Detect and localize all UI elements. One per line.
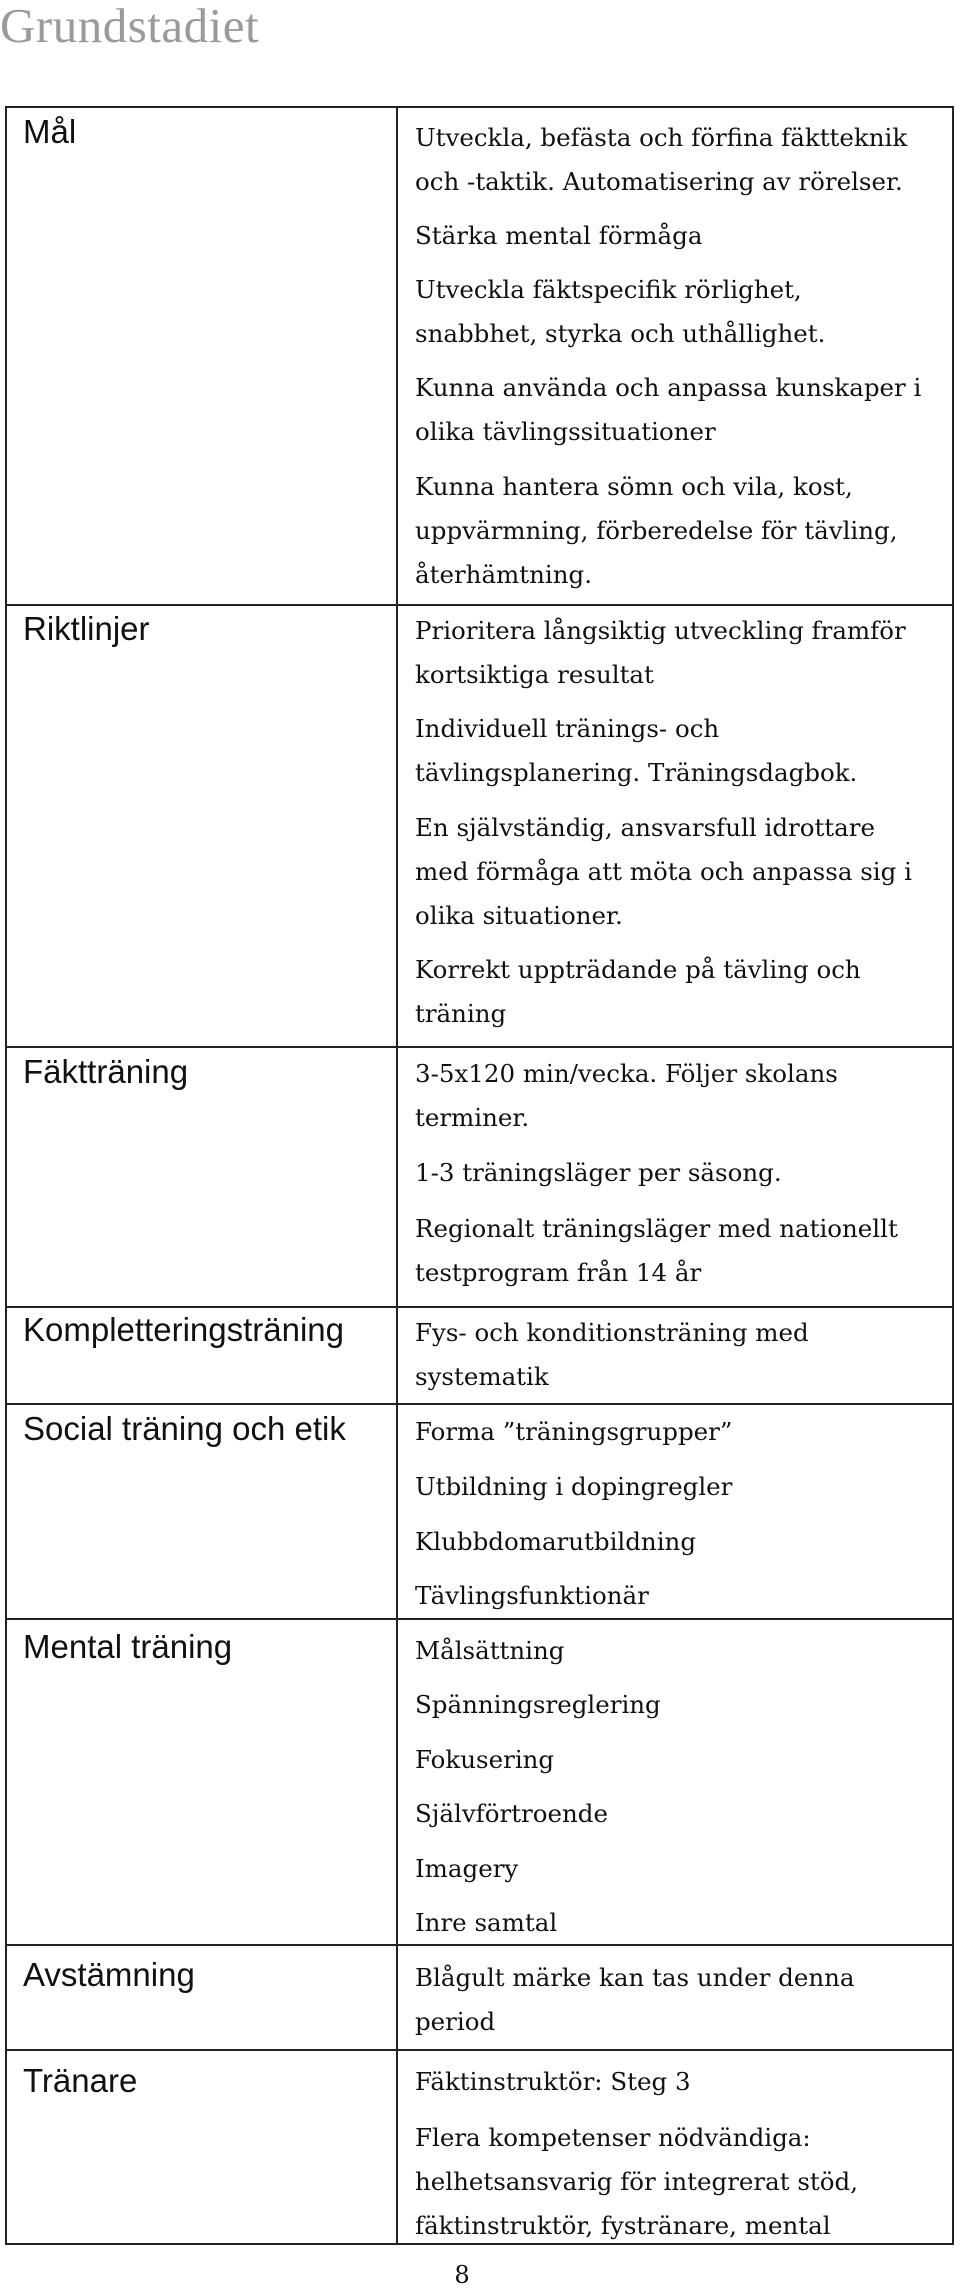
row-label-social-traning: Social träning och etik	[23, 1410, 346, 1447]
row-label-mental-traning: Mental träning	[23, 1628, 233, 1665]
guideline-item: Korrekt uppträdande på tävling och träning	[415, 955, 861, 1028]
goal-item: Kunna använda och anpassa kunskaper i olika tävlingssituationer	[415, 373, 922, 446]
social-training-item: Utbildning i dopingregler	[415, 1472, 733, 1501]
coach-item: Flera kompetenser nödvändiga: helhetsansvarig för integrerat stöd, fäktinstruktör, fystränare, mental	[415, 2123, 858, 2240]
fencing-training-item: Regionalt träningsläger med nationellt testprogram från 14 år	[415, 1214, 898, 1287]
goal-item: Stärka mental förmåga	[415, 221, 703, 250]
checkpoint-item: Blågult märke kan tas under denna period	[415, 1963, 855, 2036]
mental-training-item: Imagery	[415, 1854, 519, 1883]
guideline-item: Prioritera långsiktig utveckling framför kortsiktiga resultat	[415, 616, 906, 689]
mental-training-item: Självförtroende	[415, 1799, 608, 1828]
social-training-item: Tävlingsfunktionär	[415, 1581, 649, 1610]
column-divider	[396, 108, 398, 2243]
page-number: 8	[454, 2261, 470, 2289]
row-divider	[7, 1046, 952, 1048]
goal-item: Kunna hantera sömn och vila, kost, uppvärmning, förberedelse för tävling, återhämtning.	[415, 472, 898, 589]
fencing-training-item: 3-5x120 min/vecka. Följer skolans terminer.	[415, 1059, 838, 1132]
row-divider	[7, 1306, 952, 1308]
social-training-item: Forma ”träningsgrupper”	[415, 1417, 733, 1446]
row-label-avstamning: Avstämning	[23, 1956, 195, 1993]
mental-training-item: Inre samtal	[415, 1908, 558, 1937]
fencing-training-item: 1-3 träningsläger per säsong.	[415, 1158, 782, 1187]
row-divider	[7, 1618, 952, 1620]
goal-item: Utveckla fäktspecifik rörlighet, snabbhet, styrka och uthållighet.	[415, 275, 826, 348]
guideline-item: En självständig, ansvarsfull idrottare med förmåga att möta och anpassa sig i olika situationer.	[415, 813, 912, 930]
goal-item: Utveckla, befästa och förfina fäktteknik och -taktik. Automatisering av rörelser.	[415, 123, 908, 196]
row-label-mal: Mål	[23, 113, 77, 150]
row-label-riktlinjer: Riktlinjer	[23, 610, 150, 647]
row-divider	[7, 1403, 952, 1405]
plan-table	[5, 106, 954, 2245]
row-label-kompletteringstraning: Kompletteringsträning	[23, 1311, 345, 1348]
coach-item: Fäktinstruktör: Steg 3	[415, 2067, 691, 2096]
supplementary-training-item: Fys- och konditionsträning med systematik	[415, 1318, 809, 1391]
mental-training-item: Spänningsreglering	[415, 1690, 661, 1719]
page-title: Grundstadiet	[0, 0, 260, 53]
row-divider	[7, 2049, 952, 2051]
row-divider	[7, 604, 952, 606]
social-training-item: Klubbdomarutbildning	[415, 1527, 697, 1556]
row-label-tranare: Tränare	[23, 2062, 138, 2099]
guideline-item: Individuell tränings- och tävlingsplanering. Träningsdagbok.	[415, 714, 858, 787]
mental-training-item: Fokusering	[415, 1745, 555, 1774]
row-label-fakttraning: Fäktträning	[23, 1053, 189, 1090]
mental-training-item: Målsättning	[415, 1636, 565, 1665]
